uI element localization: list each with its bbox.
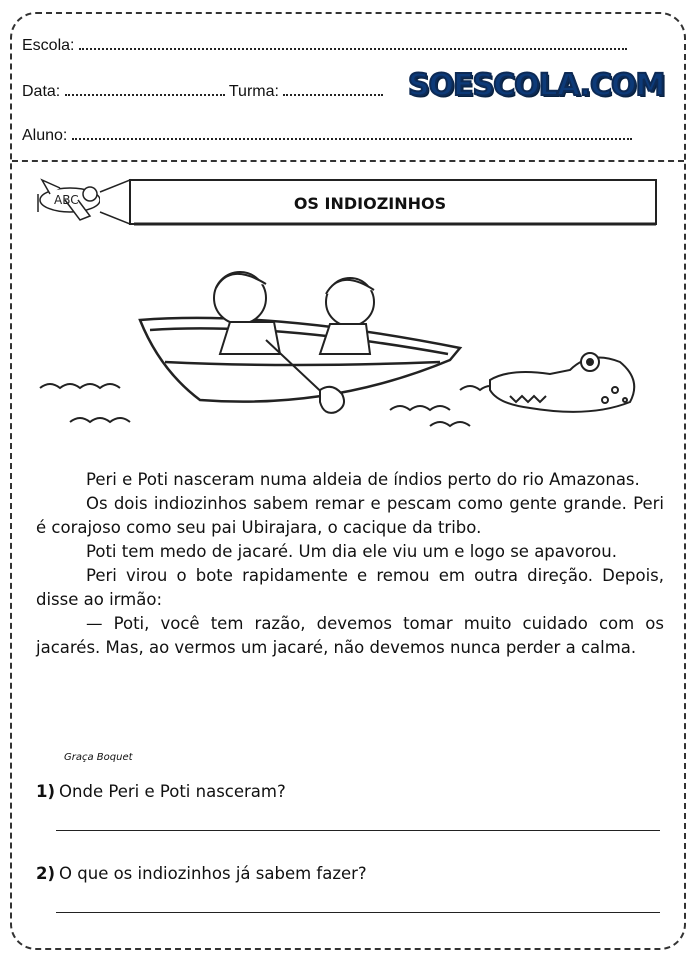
date-label: Data: <box>22 83 61 100</box>
school-blank[interactable] <box>79 36 627 50</box>
svg-text:ABC: ABC <box>54 193 79 207</box>
student-label: Aluno: <box>22 127 68 144</box>
school-label: Escola: <box>22 37 75 54</box>
school-field[interactable] <box>22 36 627 55</box>
airplane-icon <box>38 180 100 220</box>
class-label: Turma: <box>228 83 279 100</box>
site-logo: SOESCOLA.COM <box>408 68 665 103</box>
story-paragraph: Os dois indiozinhos sabem remar e pescam como gente grande. Peri é corajoso como seu pai Ubirajara, o cacique da tribo. <box>36 494 664 537</box>
story-paragraph: Peri virou o bote rapidamente e remou em outra direção. Depois, disse ao irmão: <box>36 566 664 609</box>
question-number: 1) <box>36 782 56 801</box>
boy-poti-icon <box>320 278 374 354</box>
student-blank[interactable] <box>72 126 632 140</box>
question-number: 2) <box>36 864 56 883</box>
boat-icon <box>140 318 460 402</box>
story-paragraph: Peri e Poti nasceram numa aldeia de índios perto do rio Amazonas. <box>86 470 640 489</box>
date-field[interactable] <box>22 82 383 101</box>
story-text <box>36 468 664 660</box>
question-text: O que os indiozinhos já sabem fazer? <box>59 864 367 883</box>
date-blank[interactable] <box>65 82 225 96</box>
class-blank[interactable] <box>283 82 383 96</box>
answer-line-2[interactable] <box>56 912 660 913</box>
student-field[interactable] <box>22 126 632 145</box>
question-text: Onde Peri e Poti nasceram? <box>59 782 286 801</box>
question-2 <box>36 864 367 883</box>
question-1 <box>36 782 286 801</box>
story-author: Graça Boquet <box>64 752 133 763</box>
story-paragraph: Poti tem medo de jacaré. Um dia ele viu um e logo se apavorou. <box>86 542 617 561</box>
story-illustration <box>30 250 670 450</box>
alligator-icon <box>490 353 634 412</box>
header-separator <box>12 160 684 162</box>
story-paragraph: — Poti, você tem razão, devemos tomar muito cuidado com os jacarés. Mas, ao vermos um jacaré, não devemos nunca perder a calma. <box>36 614 664 657</box>
answer-line-1[interactable] <box>56 830 660 831</box>
worksheet-title: OS INDIOZINHOS <box>293 194 447 213</box>
